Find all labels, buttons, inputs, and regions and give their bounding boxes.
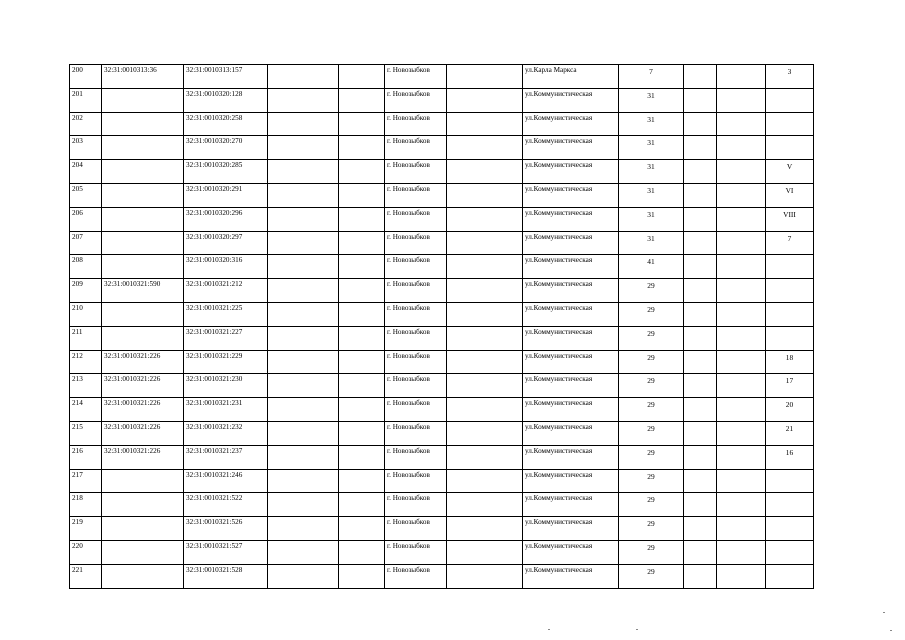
- city: г. Новозыбков: [385, 469, 447, 493]
- city: г. Новозыбков: [385, 112, 447, 136]
- empty-cell: [268, 540, 339, 564]
- empty-cell: [717, 112, 766, 136]
- table-row: [70, 302, 814, 326]
- street: ул.Коммунистическая: [523, 136, 619, 160]
- parent-cadastral-number: [102, 112, 184, 136]
- cadastral-number: 32:31:0010321:237: [184, 445, 268, 469]
- cadastral-number: 32:31:0010320:270: [184, 136, 268, 160]
- city: г. Новозыбков: [385, 564, 447, 588]
- empty-cell: [447, 398, 523, 422]
- row-number: 211: [70, 326, 102, 350]
- city: г. Новозыбков: [385, 88, 447, 112]
- street: ул.Коммунистическая: [523, 445, 619, 469]
- empty-cell: [717, 445, 766, 469]
- empty-cell: [339, 302, 385, 326]
- empty-cell: [339, 160, 385, 184]
- empty-cell: [717, 231, 766, 255]
- empty-cell: [268, 517, 339, 541]
- empty-cell: [447, 374, 523, 398]
- empty-cell: [339, 517, 385, 541]
- empty-cell: [268, 112, 339, 136]
- empty-cell: [447, 255, 523, 279]
- street: ул.Коммунистическая: [523, 279, 619, 303]
- city: г. Новозыбков: [385, 398, 447, 422]
- empty-cell: [447, 564, 523, 588]
- empty-cell: [684, 564, 717, 588]
- street: ул.Коммунистическая: [523, 160, 619, 184]
- table-row: [70, 445, 814, 469]
- empty-cell: [447, 207, 523, 231]
- cadastral-number: 32:31:0010320:297: [184, 231, 268, 255]
- cadastral-number: 32:31:0010321:246: [184, 469, 268, 493]
- apartment-number: 18: [766, 350, 814, 374]
- table-row: [70, 350, 814, 374]
- street: ул.Коммунистическая: [523, 207, 619, 231]
- house-number: 31: [619, 88, 684, 112]
- empty-cell: [717, 183, 766, 207]
- empty-cell: [268, 183, 339, 207]
- cadastral-number: 32:31:0010321:527: [184, 540, 268, 564]
- street: ул.Коммунистическая: [523, 350, 619, 374]
- city: г. Новозыбков: [385, 517, 447, 541]
- empty-cell: [717, 374, 766, 398]
- empty-cell: [268, 326, 339, 350]
- empty-cell: [684, 160, 717, 184]
- parent-cadastral-number: 32:31:0010321:226: [102, 445, 184, 469]
- parent-cadastral-number: 32:31:0010321:226: [102, 374, 184, 398]
- empty-cell: [717, 88, 766, 112]
- empty-cell: [339, 421, 385, 445]
- table-row: [70, 279, 814, 303]
- empty-cell: [339, 374, 385, 398]
- parent-cadastral-number: [102, 183, 184, 207]
- empty-cell: [339, 469, 385, 493]
- house-number: 29: [619, 564, 684, 588]
- empty-cell: [339, 231, 385, 255]
- parent-cadastral-number: [102, 302, 184, 326]
- empty-cell: [339, 540, 385, 564]
- city: г. Новозыбков: [385, 255, 447, 279]
- table-body: [70, 65, 814, 589]
- parent-cadastral-number: 32:31:0010321:590: [102, 279, 184, 303]
- apartment-number: 21: [766, 421, 814, 445]
- empty-cell: [684, 350, 717, 374]
- cadastral-number: 32:31:0010321:528: [184, 564, 268, 588]
- empty-cell: [684, 493, 717, 517]
- apartment-number: [766, 469, 814, 493]
- apartment-number: 17: [766, 374, 814, 398]
- empty-cell: [268, 302, 339, 326]
- empty-cell: [447, 540, 523, 564]
- empty-cell: [684, 136, 717, 160]
- house-number: 29: [619, 469, 684, 493]
- empty-cell: [717, 255, 766, 279]
- empty-cell: [447, 350, 523, 374]
- empty-cell: [447, 469, 523, 493]
- street: ул.Коммунистическая: [523, 302, 619, 326]
- row-number: 212: [70, 350, 102, 374]
- apartment-number: [766, 540, 814, 564]
- empty-cell: [447, 279, 523, 303]
- city: г. Новозыбков: [385, 374, 447, 398]
- house-number: 41: [619, 255, 684, 279]
- empty-cell: [447, 160, 523, 184]
- table-row: [70, 65, 814, 89]
- empty-cell: [717, 302, 766, 326]
- street: ул.Коммунистическая: [523, 88, 619, 112]
- empty-cell: [684, 421, 717, 445]
- street: ул.Коммунистическая: [523, 183, 619, 207]
- city: г. Новозыбков: [385, 326, 447, 350]
- city: г. Новозыбков: [385, 421, 447, 445]
- empty-cell: [268, 493, 339, 517]
- city: г. Новозыбков: [385, 65, 447, 89]
- parent-cadastral-number: [102, 136, 184, 160]
- street: ул.Коммунистическая: [523, 540, 619, 564]
- cadastral-number: 32:31:0010320:291: [184, 183, 268, 207]
- parent-cadastral-number: [102, 160, 184, 184]
- scan-speck: [636, 629, 638, 630]
- parent-cadastral-number: [102, 517, 184, 541]
- city: г. Новозыбков: [385, 350, 447, 374]
- house-number: 7: [619, 65, 684, 89]
- parent-cadastral-number: [102, 469, 184, 493]
- house-number: 31: [619, 160, 684, 184]
- empty-cell: [684, 517, 717, 541]
- empty-cell: [339, 279, 385, 303]
- empty-cell: [717, 469, 766, 493]
- empty-cell: [684, 540, 717, 564]
- parent-cadastral-number: 32:31:0010313:36: [102, 65, 184, 89]
- cadastral-number: 32:31:0010321:212: [184, 279, 268, 303]
- city: г. Новозыбков: [385, 231, 447, 255]
- house-number: 29: [619, 421, 684, 445]
- cadastral-number: 32:31:0010321:227: [184, 326, 268, 350]
- parent-cadastral-number: [102, 88, 184, 112]
- cadastral-number: 32:31:0010321:225: [184, 302, 268, 326]
- row-number: 202: [70, 112, 102, 136]
- table-row: [70, 326, 814, 350]
- empty-cell: [717, 564, 766, 588]
- table-row: [70, 160, 814, 184]
- row-number: 213: [70, 374, 102, 398]
- house-number: 31: [619, 183, 684, 207]
- street: ул.Карла Маркса: [523, 65, 619, 89]
- row-number: 206: [70, 207, 102, 231]
- street: ул.Коммунистическая: [523, 564, 619, 588]
- house-number: 29: [619, 493, 684, 517]
- empty-cell: [684, 302, 717, 326]
- street: ул.Коммунистическая: [523, 493, 619, 517]
- table-row: [70, 88, 814, 112]
- empty-cell: [268, 564, 339, 588]
- street: ул.Коммунистическая: [523, 255, 619, 279]
- empty-cell: [268, 445, 339, 469]
- empty-cell: [268, 255, 339, 279]
- scan-speck: [548, 629, 550, 630]
- empty-cell: [447, 88, 523, 112]
- empty-cell: [339, 65, 385, 89]
- empty-cell: [268, 207, 339, 231]
- empty-cell: [339, 350, 385, 374]
- cadastral-number: 32:31:0010321:230: [184, 374, 268, 398]
- empty-cell: [717, 421, 766, 445]
- apartment-number: 20: [766, 398, 814, 422]
- table-row: [70, 183, 814, 207]
- empty-cell: [717, 207, 766, 231]
- empty-cell: [447, 326, 523, 350]
- city: г. Новозыбков: [385, 302, 447, 326]
- empty-cell: [339, 255, 385, 279]
- parent-cadastral-number: [102, 255, 184, 279]
- street: ул.Коммунистическая: [523, 374, 619, 398]
- city: г. Новозыбков: [385, 493, 447, 517]
- empty-cell: [268, 421, 339, 445]
- empty-cell: [684, 183, 717, 207]
- table-row: [70, 112, 814, 136]
- empty-cell: [684, 398, 717, 422]
- house-number: 31: [619, 231, 684, 255]
- empty-cell: [684, 231, 717, 255]
- empty-cell: [339, 88, 385, 112]
- empty-cell: [339, 326, 385, 350]
- empty-cell: [684, 469, 717, 493]
- empty-cell: [684, 279, 717, 303]
- empty-cell: [339, 493, 385, 517]
- apartment-number: 3: [766, 65, 814, 89]
- cadastral-number: 32:31:0010321:231: [184, 398, 268, 422]
- empty-cell: [717, 279, 766, 303]
- empty-cell: [684, 65, 717, 89]
- table-row: [70, 207, 814, 231]
- cadastral-number: 32:31:0010320:296: [184, 207, 268, 231]
- parent-cadastral-number: 32:31:0010321:226: [102, 350, 184, 374]
- house-number: 29: [619, 326, 684, 350]
- street: ул.Коммунистическая: [523, 398, 619, 422]
- empty-cell: [447, 302, 523, 326]
- empty-cell: [268, 160, 339, 184]
- empty-cell: [268, 136, 339, 160]
- row-number: 221: [70, 564, 102, 588]
- empty-cell: [339, 112, 385, 136]
- parent-cadastral-number: 32:31:0010321:226: [102, 398, 184, 422]
- row-number: 220: [70, 540, 102, 564]
- empty-cell: [339, 207, 385, 231]
- apartment-number: V: [766, 160, 814, 184]
- apartment-number: VIII: [766, 207, 814, 231]
- table-row: [70, 517, 814, 541]
- table-row: [70, 469, 814, 493]
- house-number: 31: [619, 136, 684, 160]
- city: г. Новозыбков: [385, 279, 447, 303]
- empty-cell: [684, 326, 717, 350]
- city: г. Новозыбков: [385, 183, 447, 207]
- empty-cell: [339, 136, 385, 160]
- table-row: [70, 136, 814, 160]
- scan-speck: [890, 630, 892, 631]
- apartment-number: [766, 136, 814, 160]
- street: ул.Коммунистическая: [523, 112, 619, 136]
- row-number: 218: [70, 493, 102, 517]
- parent-cadastral-number: 32:31:0010321:226: [102, 421, 184, 445]
- table-row: [70, 374, 814, 398]
- empty-cell: [717, 350, 766, 374]
- empty-cell: [717, 517, 766, 541]
- apartment-number: [766, 326, 814, 350]
- scan-speck: [883, 612, 885, 613]
- empty-cell: [684, 88, 717, 112]
- empty-cell: [339, 398, 385, 422]
- cadastral-number: 32:31:0010321:229: [184, 350, 268, 374]
- house-number: 31: [619, 112, 684, 136]
- house-number: 29: [619, 540, 684, 564]
- apartment-number: [766, 564, 814, 588]
- empty-cell: [268, 350, 339, 374]
- table-row: [70, 421, 814, 445]
- row-number: 201: [70, 88, 102, 112]
- empty-cell: [268, 469, 339, 493]
- table-row: [70, 398, 814, 422]
- empty-cell: [447, 517, 523, 541]
- empty-cell: [447, 445, 523, 469]
- empty-cell: [684, 255, 717, 279]
- empty-cell: [268, 88, 339, 112]
- table-row: [70, 564, 814, 588]
- apartment-number: VI: [766, 183, 814, 207]
- empty-cell: [684, 445, 717, 469]
- empty-cell: [339, 183, 385, 207]
- parent-cadastral-number: [102, 564, 184, 588]
- empty-cell: [447, 136, 523, 160]
- house-number: 29: [619, 350, 684, 374]
- empty-cell: [717, 160, 766, 184]
- street: ул.Коммунистическая: [523, 231, 619, 255]
- house-number: 29: [619, 445, 684, 469]
- apartment-number: 16: [766, 445, 814, 469]
- empty-cell: [268, 279, 339, 303]
- apartment-number: [766, 112, 814, 136]
- apartment-number: [766, 302, 814, 326]
- empty-cell: [684, 112, 717, 136]
- house-number: 29: [619, 398, 684, 422]
- property-register-table: [69, 64, 814, 589]
- city: г. Новозыбков: [385, 540, 447, 564]
- empty-cell: [268, 398, 339, 422]
- empty-cell: [717, 540, 766, 564]
- row-number: 204: [70, 160, 102, 184]
- cadastral-number: 32:31:0010320:316: [184, 255, 268, 279]
- empty-cell: [717, 326, 766, 350]
- empty-cell: [339, 564, 385, 588]
- table-row: [70, 493, 814, 517]
- street: ул.Коммунистическая: [523, 469, 619, 493]
- parent-cadastral-number: [102, 540, 184, 564]
- empty-cell: [268, 374, 339, 398]
- row-number: 217: [70, 469, 102, 493]
- parent-cadastral-number: [102, 207, 184, 231]
- empty-cell: [268, 65, 339, 89]
- house-number: 31: [619, 207, 684, 231]
- cadastral-number: 32:31:0010321:232: [184, 421, 268, 445]
- empty-cell: [339, 445, 385, 469]
- house-number: 29: [619, 374, 684, 398]
- row-number: 200: [70, 65, 102, 89]
- cadastral-number: 32:31:0010313:157: [184, 65, 268, 89]
- row-number: 207: [70, 231, 102, 255]
- apartment-number: 7: [766, 231, 814, 255]
- cadastral-number: 32:31:0010320:258: [184, 112, 268, 136]
- empty-cell: [684, 374, 717, 398]
- street: ул.Коммунистическая: [523, 326, 619, 350]
- parent-cadastral-number: [102, 326, 184, 350]
- empty-cell: [717, 493, 766, 517]
- apartment-number: [766, 493, 814, 517]
- row-number: 210: [70, 302, 102, 326]
- street: ул.Коммунистическая: [523, 517, 619, 541]
- house-number: 29: [619, 279, 684, 303]
- cadastral-number: 32:31:0010320:285: [184, 160, 268, 184]
- table-row: [70, 255, 814, 279]
- row-number: 216: [70, 445, 102, 469]
- cadastral-number: 32:31:0010321:526: [184, 517, 268, 541]
- row-number: 214: [70, 398, 102, 422]
- empty-cell: [447, 65, 523, 89]
- house-number: 29: [619, 302, 684, 326]
- empty-cell: [717, 65, 766, 89]
- empty-cell: [447, 183, 523, 207]
- empty-cell: [447, 231, 523, 255]
- parent-cadastral-number: [102, 493, 184, 517]
- empty-cell: [447, 112, 523, 136]
- empty-cell: [717, 136, 766, 160]
- city: г. Новозыбков: [385, 160, 447, 184]
- table-row: [70, 231, 814, 255]
- city: г. Новозыбков: [385, 207, 447, 231]
- city: г. Новозыбков: [385, 445, 447, 469]
- house-number: 29: [619, 517, 684, 541]
- empty-cell: [447, 493, 523, 517]
- cadastral-number: 32:31:0010320:128: [184, 88, 268, 112]
- row-number: 205: [70, 183, 102, 207]
- apartment-number: [766, 88, 814, 112]
- cadastral-number: 32:31:0010321:522: [184, 493, 268, 517]
- row-number: 215: [70, 421, 102, 445]
- apartment-number: [766, 517, 814, 541]
- table-row: [70, 540, 814, 564]
- apartment-number: [766, 255, 814, 279]
- street: ул.Коммунистическая: [523, 421, 619, 445]
- row-number: 219: [70, 517, 102, 541]
- row-number: 208: [70, 255, 102, 279]
- apartment-number: [766, 279, 814, 303]
- empty-cell: [268, 231, 339, 255]
- parent-cadastral-number: [102, 231, 184, 255]
- city: г. Новозыбков: [385, 136, 447, 160]
- row-number: 209: [70, 279, 102, 303]
- row-number: 203: [70, 136, 102, 160]
- empty-cell: [684, 207, 717, 231]
- empty-cell: [447, 421, 523, 445]
- empty-cell: [717, 398, 766, 422]
